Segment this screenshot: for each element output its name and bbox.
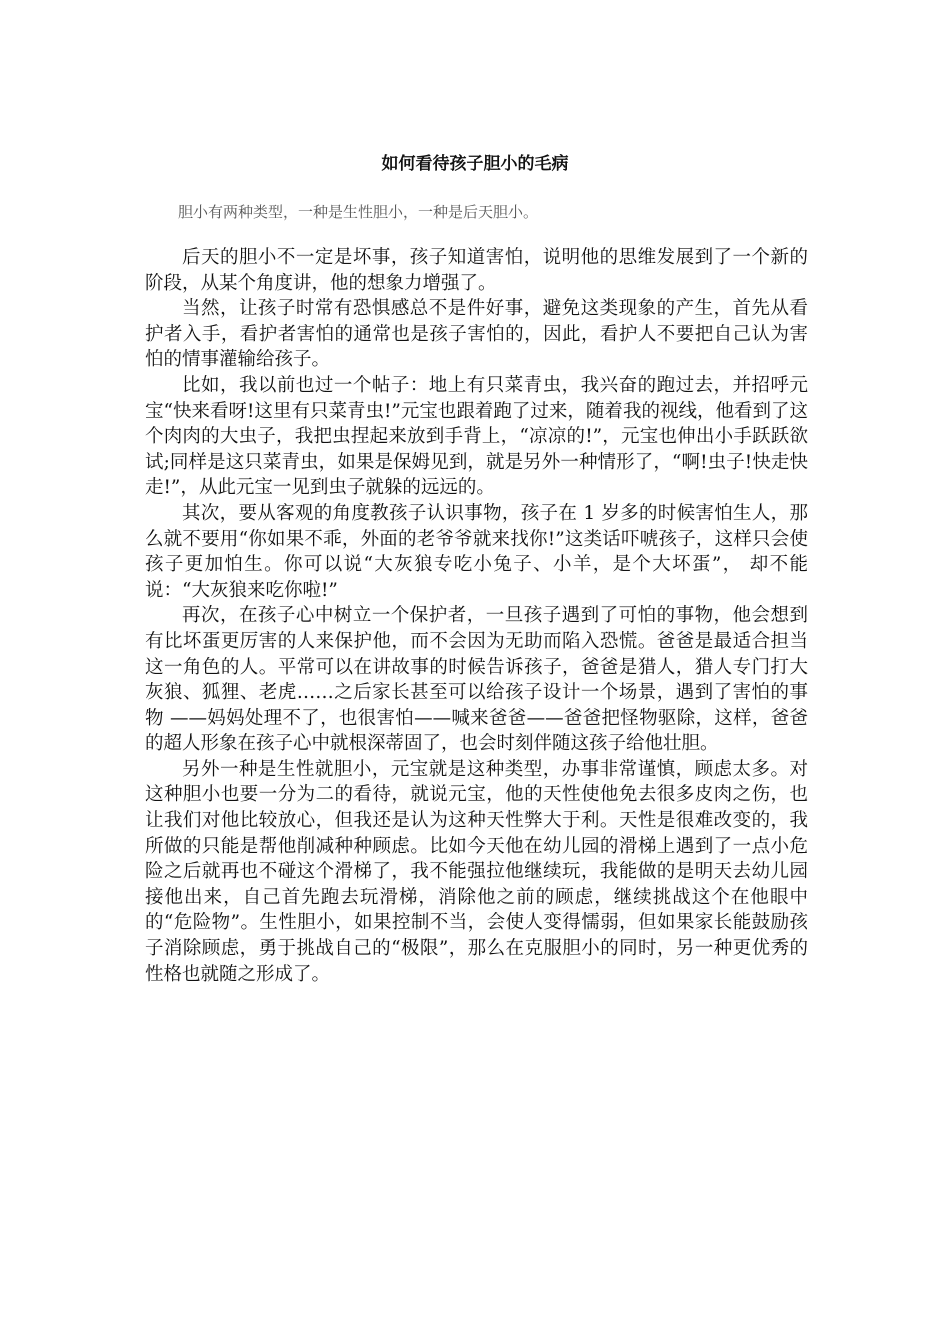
paragraph-2: 当然，让孩子时常有恐惧感总不是件好事，避免这类现象的产生，首先从看护者入手，看护者害怕的通常也是孩子害怕的，因此，看护人不要把自己认为害怕的情事灌输给孩子。 <box>145 298 808 371</box>
paragraph-4: 其次，要从客观的角度教孩子认识事物，孩子在 1 岁多的时候害怕生人，那么就不要用“你如果不乖，外面的老爷爷就来找你!”这类话吓唬孩子，这样只会使孩子更加怕生。你可以说“大灰狼专吃小兔子、小羊，是个大坏蛋”， 却不能说：“大灰狼来吃你啦!” <box>145 502 808 601</box>
document-subtitle: 胆小有两种类型，一种是生性胆小，一种是后天胆小。 <box>178 203 539 221</box>
document-title: 如何看待孩子胆小的毛病 <box>381 154 569 174</box>
paragraph-3: 比如，我以前也过一个帖子：地上有只菜青虫，我兴奋的跑过去，并招呼元宝“快来看呀!这里有只菜青虫!”元宝也跟着跑了过来，随着我的视线，他看到了这个肉肉的大虫子，我把虫捏起来放到手背上，“凉凉的!”，元宝也伸出小手跃跃欲试;同样是这只菜青虫，如果是保姆见到，就是另外一种情形了，“啊!虫子!快走快走!”，从此元宝一见到虫子就躲的远远的。 <box>145 374 808 499</box>
paragraph-6: 另外一种是生性就胆小，元宝就是这种类型，办事非常谨慎，顾虑太多。对这种胆小也要一分为二的看待，就说元宝，他的天性使他免去很多皮肉之伤，也让我们对他比较放心，但我还是认为这种天性弊大于利。天性是很难改变的，我所做的只能是帮他削减种种顾虑。比如今天他在幼儿园的滑梯上遇到了一点小危险之后就再也不碰这个滑梯了，我不能强拉他继续玩，我能做的是明天去幼儿园接他出来，自己首先跑去玩滑梯，消除他之前的顾虑，继续挑战这个在他眼中的“危险物”。生性胆小，如果控制不当，会使人变得懦弱，但如果家长能鼓励孩子消除顾虑，勇于挑战自己的“极限”，那么在克服胆小的同时，另一种更优秀的性格也就随之形成了。 <box>145 758 808 985</box>
paragraph-5: 再次，在孩子心中树立一个保护者，一旦孩子遇到了可怕的事物，他会想到有比坏蛋更厉害的人来保护他，而不会因为无助而陷入恐慌。爸爸是最适合担当这一角色的人。平常可以在讲故事的时候告诉孩子，爸爸是猎人，猎人专门打大灰狼、狐狸、老虎……之后家长甚至可以给孩子设计一个场景，遇到了害怕的事物 ——妈妈处理不了，也很害怕——喊来爸爸——爸爸把怪物驱除，这样，爸爸的超人形象在孩子心中就根深蒂固了，也会时刻伴随这孩子给他壮胆。 <box>145 605 808 755</box>
document-body <box>145 245 808 987</box>
paragraph-1: 后天的胆小不一定是坏事，孩子知道害怕，说明他的思维发展到了一个新的阶段，从某个角度讲，他的想象力增强了。 <box>145 247 808 294</box>
